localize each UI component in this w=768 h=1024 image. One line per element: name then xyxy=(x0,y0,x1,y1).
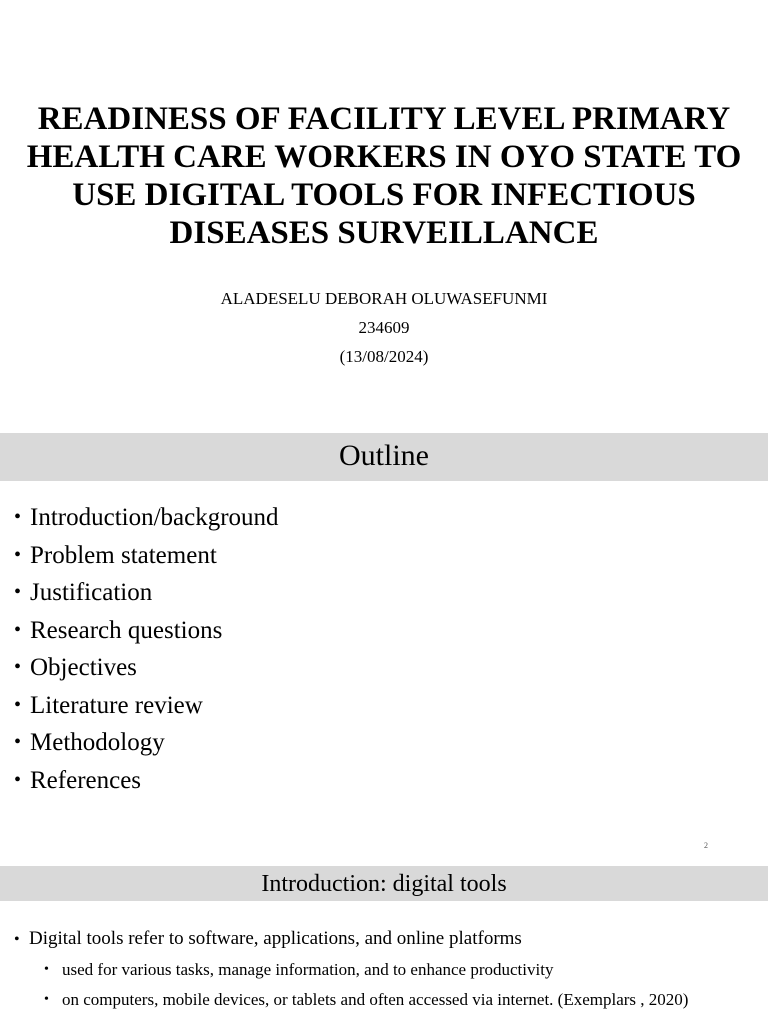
list-item-label: Research questions xyxy=(30,616,223,644)
bullet-icon: • xyxy=(14,618,22,641)
bullet-icon: • xyxy=(14,768,22,791)
bullet-icon: • xyxy=(14,731,22,753)
sub-point-list xyxy=(14,957,758,1012)
sub-point: on computers, mobile devices, or tablets and often accessed via internet. (Exemplars , 2020) xyxy=(62,990,689,1009)
list-item-label: Literature review xyxy=(30,691,203,719)
sub-list-item xyxy=(14,957,758,982)
main-point: Digital tools refer to software, applications, and online platforms xyxy=(29,928,522,949)
list-item xyxy=(14,574,279,612)
sub-point: used for various tasks, manage information, and to enhance productivity xyxy=(62,960,554,979)
list-item-label: Introduction/background xyxy=(30,504,279,531)
bullet-icon: • xyxy=(44,962,49,977)
bullet-icon: • xyxy=(14,693,22,716)
list-item xyxy=(14,724,279,762)
presentation-date: (13/08/2024) xyxy=(339,347,429,366)
slide-subtitle xyxy=(0,284,768,371)
list-item xyxy=(14,926,758,1012)
list-item-label: Problem statement xyxy=(30,541,217,569)
outline-list xyxy=(14,499,279,799)
bullet-icon: • xyxy=(14,543,22,566)
list-item xyxy=(14,762,279,800)
student-id: 234609 xyxy=(358,318,410,337)
sub-list-item xyxy=(14,987,758,1012)
author-name: ALADESELU DEBORAH OLUWASEFUNMI xyxy=(220,289,548,308)
outline-slide xyxy=(0,433,768,866)
slide-title: READINESS OF FACILITY LEVEL PRIMARY HEALTH CARE WORKERS IN OYO STATE TO USE DIGITAL TOOLS FOR INFECTIOUS DISEASES SURVEILLANCE xyxy=(26,101,742,251)
list-item-label: References xyxy=(30,766,142,794)
list-item-label: Justification xyxy=(30,579,153,606)
list-item xyxy=(14,537,279,575)
introduction-list xyxy=(14,926,758,1017)
list-item xyxy=(14,612,279,650)
list-item-label: Methodology xyxy=(30,729,165,756)
bullet-icon: • xyxy=(14,931,20,948)
bullet-icon: • xyxy=(14,656,22,678)
bullet-icon: • xyxy=(14,506,22,528)
page-number: 2 xyxy=(704,841,708,850)
list-item-label: Objectives xyxy=(30,654,137,681)
introduction-heading: Introduction: digital tools xyxy=(0,866,768,901)
outline-heading: Outline xyxy=(0,433,768,481)
list-item xyxy=(14,687,279,725)
bullet-icon: • xyxy=(14,581,22,603)
title-slide xyxy=(0,0,768,433)
bullet-icon: • xyxy=(44,992,49,1007)
list-item xyxy=(14,499,279,537)
introduction-slide xyxy=(0,866,768,1024)
list-item xyxy=(14,649,279,687)
